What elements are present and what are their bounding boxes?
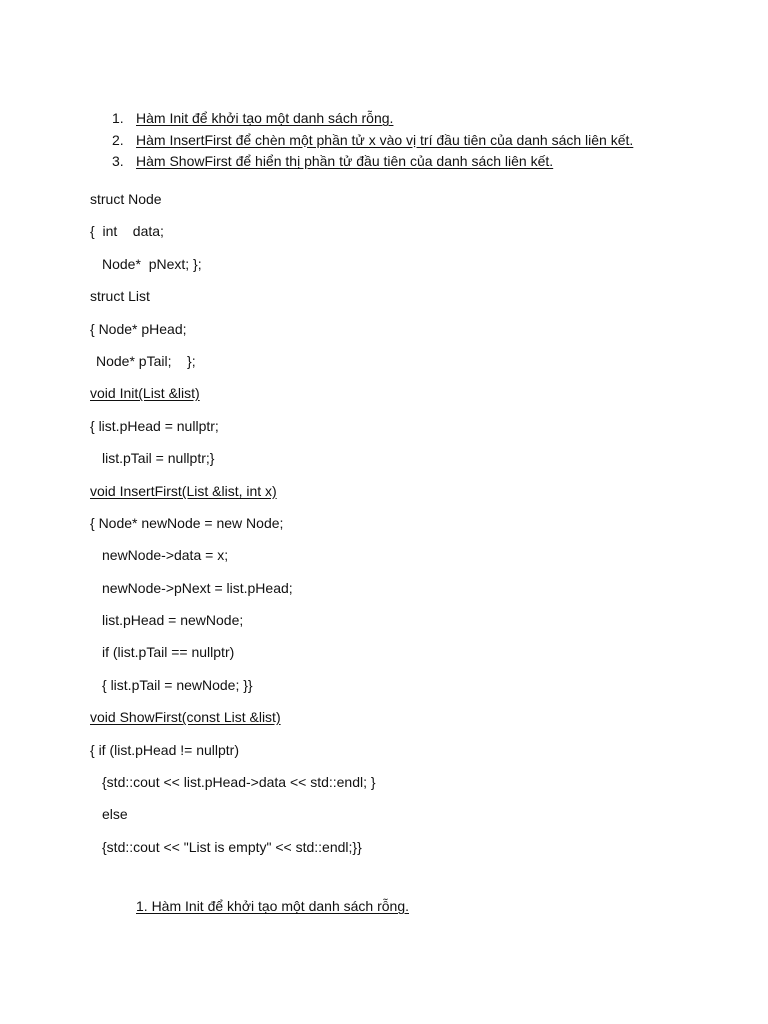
code-line: { list.pTail = newNode; }} [102,676,253,693]
code-block [90,186,376,866]
code-line: list.pHead = newNode; [102,612,244,629]
code-line: if (list.pTail == nullptr) [102,644,235,661]
code-line: list.pTail = nullptr;} [102,450,215,467]
list-item [112,151,633,173]
code-line: Node* pNext; }; [102,255,202,272]
list-item [112,108,633,130]
list-item-number: 2. [112,131,124,148]
list-item-text: Hàm ShowFirst để hiển thị phần tử đầu tiên của danh sách liên kết. [136,153,554,169]
list-item [112,130,633,152]
section-heading: 1. Hàm Init để khởi tạo một danh sách rỗng. [136,898,409,914]
list-item-text: Hàm Init để khởi tạo một danh sách rỗng. [136,110,394,126]
code-line: { Node* pHead; [90,320,187,337]
requirements-list [112,108,633,173]
code-line: Node* pTail; }; [96,352,196,369]
list-item-number: 3. [112,153,124,169]
code-line: else [102,806,128,823]
function-heading-init: void Init(List &list) [90,385,200,402]
code-line: {std::cout << list.pHead->data << std::endl; } [102,774,376,791]
code-line-struct-node: struct Node [90,191,162,207]
code-line: newNode->pNext = list.pHead; [102,579,293,596]
function-heading-show-first: void ShowFirst(const List &list) [90,709,281,726]
code-line: { int data; [90,223,164,240]
list-item-text: Hàm InsertFirst để chèn một phần tử x vào vị trí đầu tiên của danh sách liên kết. [136,131,634,148]
code-line: {std::cout << "List is empty" << std::endl;}} [102,838,362,855]
code-line: { Node* newNode = new Node; [90,514,284,531]
code-line: { if (list.pHead != nullptr) [90,741,240,758]
code-line-struct-list: struct List [90,288,150,305]
code-line: newNode->data = x; [102,547,229,564]
code-line: { list.pHead = nullptr; [90,417,219,434]
list-item-number: 1. [112,110,124,126]
function-heading-insert-first: void InsertFirst(List &list, int x) [90,482,277,499]
